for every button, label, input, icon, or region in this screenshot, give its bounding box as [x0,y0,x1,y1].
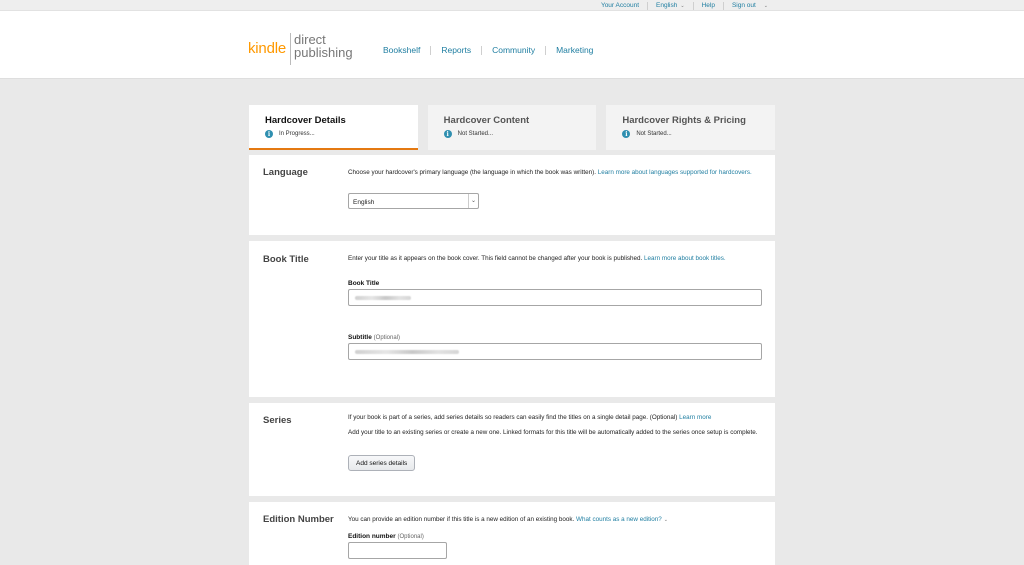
chevron-down-icon: ⌄ [763,2,768,9]
chevron-down-icon: ⌄ [468,194,478,208]
subtitle-optional-hint: (Optional) [373,335,400,341]
logo-publishing-text: publishing [294,45,353,60]
edition-description-text: You can provide an edition number if this title is a new edition of an existing book. [348,516,576,523]
sign-out-menu[interactable] [724,2,776,10]
series-card [249,403,775,496]
book-title-description-text: Enter your title as it appears on the book cover. This field cannot be changed after your book is published. [348,255,645,262]
language-body [348,168,762,228]
language-menu[interactable] [648,2,694,10]
series-description-text: If your book is part of a series, add series details so readers can easily find the titles on a single detail page. (Optional) [348,414,680,421]
edition-number-card [249,502,775,565]
nav-reports[interactable]: Reports [431,46,482,55]
logo-direct-text: direct [294,32,326,47]
tab-status-text: Not Started... [457,131,494,137]
main-nav [374,46,603,55]
help-link[interactable]: Help [694,2,724,10]
series-description [348,413,762,422]
redacted-text [355,350,459,354]
info-icon: i [622,130,630,138]
tab-status-text: Not Started... [636,131,672,137]
tab-status-text: In Progress... [279,131,315,137]
site-header [0,11,1024,79]
setup-tabs [249,105,775,150]
edition-number-body [348,515,762,565]
nav-marketing[interactable]: Marketing [556,45,594,55]
add-series-details-button[interactable]: Add series details [348,455,415,471]
language-select[interactable] [348,193,479,209]
info-icon: i [265,130,273,138]
tab-title: Hardcover Details [265,115,346,126]
book-title-description [348,254,762,263]
edition-number-field-label [348,532,424,542]
tab-status [622,130,775,138]
language-description-text: Choose your hardcover's primary language (the language in which the book was written). [348,169,598,176]
book-title-card [249,241,775,397]
language-learn-more-link[interactable]: Learn more about languages supported for hardcovers. [597,169,752,176]
book-title-section-label: Book Title [263,254,309,265]
tab-title: Hardcover Content [443,115,530,126]
kdp-logo[interactable] [248,33,353,65]
series-body [348,413,762,491]
new-edition-help-link[interactable]: What counts as a new edition? [576,516,662,523]
subtitle-field-label [348,333,400,343]
language-menu-label: English [656,1,678,9]
chevron-down-icon: ⌄ [680,2,685,9]
nav-community[interactable]: Community [482,46,546,55]
subtitle-label-text: Subtitle [348,334,372,341]
book-title-learn-more-link[interactable]: Learn more about book titles. [644,255,726,262]
edition-number-label-text: Edition number [348,533,396,540]
series-description-2: Add your title to an existing series or create a new one. Linked formats for this title will be automatically added to the series once setup is complete. [348,429,758,436]
chevron-down-icon: ⌄ [663,517,668,523]
book-title-field-label: Book Title [348,280,380,287]
logo-divider [290,33,291,65]
tab-title: Hardcover Rights & Pricing [622,115,746,126]
tab-hardcover-content[interactable] [428,105,597,150]
info-icon: i [444,130,452,138]
tab-status [444,130,597,138]
sign-out-label: Sign out [731,1,756,9]
edition-number-input[interactable] [348,542,447,559]
edition-optional-hint: (Optional) [397,534,424,540]
edition-number-label: Edition Number [263,514,334,525]
language-card [249,155,775,235]
your-account-link[interactable]: Your Account [593,2,648,10]
nav-bookshelf[interactable]: Bookshelf [374,46,431,55]
tab-hardcover-rights-pricing[interactable] [606,105,775,150]
book-title-input[interactable] [348,289,762,306]
tab-status [265,130,418,138]
series-label: Series [263,415,292,426]
book-title-body [348,254,762,389]
language-label: Language [263,167,308,178]
subtitle-input[interactable] [348,343,762,360]
top-utility-bar [0,0,1024,11]
account-links [593,1,776,10]
language-select-value: English [353,199,375,206]
tab-hardcover-details[interactable] [249,105,418,150]
series-learn-more-link[interactable]: Learn more [679,414,712,421]
language-description [348,168,762,177]
redacted-text [355,296,411,300]
logo-kindle-text: kindle [248,40,286,57]
edition-description [348,515,762,525]
